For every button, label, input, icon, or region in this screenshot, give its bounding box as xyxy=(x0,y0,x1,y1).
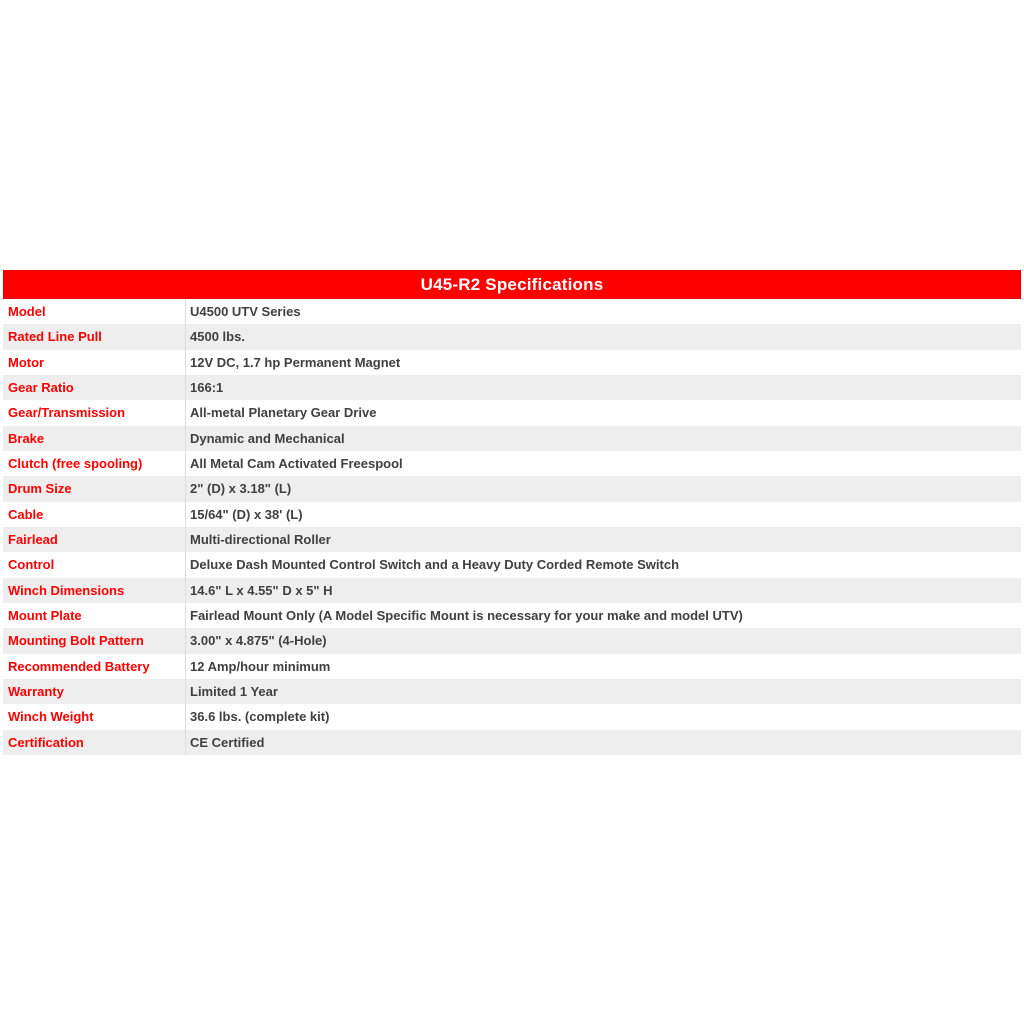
specifications-table xyxy=(3,270,1021,755)
table-row xyxy=(3,603,1021,628)
table-row xyxy=(3,350,1021,375)
row-value: Multi-directional Roller xyxy=(190,532,331,548)
row-label: Brake xyxy=(3,426,186,451)
row-label: Mount Plate xyxy=(3,603,186,628)
table-row xyxy=(3,400,1021,425)
row-label: Drum Size xyxy=(3,476,186,501)
table-body xyxy=(3,299,1021,755)
row-label: Motor xyxy=(3,350,186,375)
row-value: 12V DC, 1.7 hp Permanent Magnet xyxy=(190,354,401,370)
row-value: All-metal Planetary Gear Drive xyxy=(190,405,377,421)
row-value: 2" (D) x 3.18" (L) xyxy=(190,481,292,497)
table-row xyxy=(3,324,1021,349)
row-label: Winch Dimensions xyxy=(3,578,186,603)
table-row xyxy=(3,628,1021,653)
table-row xyxy=(3,527,1021,552)
row-label: Warranty xyxy=(3,679,186,704)
row-value: 166:1 xyxy=(190,380,224,396)
table-title: U45-R2 Specifications xyxy=(3,270,1021,299)
row-label: Clutch (free spooling) xyxy=(3,451,186,476)
table-row xyxy=(3,426,1021,451)
table-row xyxy=(3,704,1021,729)
row-label: Gear Ratio xyxy=(3,375,186,400)
row-value: 15/64" (D) x 38' (L) xyxy=(190,506,303,522)
row-value: All Metal Cam Activated Freespool xyxy=(190,456,403,472)
row-label: Gear/Transmission xyxy=(3,400,186,425)
row-value: U4500 UTV Series xyxy=(190,304,301,320)
row-value: Dynamic and Mechanical xyxy=(190,430,345,446)
row-label: Winch Weight xyxy=(3,704,186,729)
table-row xyxy=(3,502,1021,527)
table-row xyxy=(3,730,1021,755)
table-row xyxy=(3,552,1021,577)
row-value: 36.6 lbs. (complete kit) xyxy=(190,709,330,725)
row-value: Fairlead Mount Only (A Model Specific Mount is necessary for your make and model UTV) xyxy=(190,608,743,624)
table-row xyxy=(3,375,1021,400)
table-row xyxy=(3,578,1021,603)
row-label: Cable xyxy=(3,502,186,527)
row-value: 3.00" x 4.875" (4-Hole) xyxy=(190,633,327,649)
row-value: 14.6" L x 4.55" D x 5" H xyxy=(190,582,333,598)
row-label: Rated Line Pull xyxy=(3,324,186,349)
table-row xyxy=(3,654,1021,679)
row-label: Recommended Battery xyxy=(3,654,186,679)
row-label: Model xyxy=(3,299,186,324)
row-label: Mounting Bolt Pattern xyxy=(3,628,186,653)
row-value: 12 Amp/hour minimum xyxy=(190,658,331,674)
table-row xyxy=(3,476,1021,501)
row-label: Control xyxy=(3,552,186,577)
table-row xyxy=(3,299,1021,324)
row-label: Certification xyxy=(3,730,186,755)
row-value: CE Certified xyxy=(190,734,265,750)
row-value: Limited 1 Year xyxy=(190,684,278,700)
row-label: Fairlead xyxy=(3,527,186,552)
row-value: 4500 lbs. xyxy=(190,329,245,345)
row-value: Deluxe Dash Mounted Control Switch and a Heavy Duty Corded Remote Switch xyxy=(190,557,680,573)
table-row xyxy=(3,451,1021,476)
table-row xyxy=(3,679,1021,704)
